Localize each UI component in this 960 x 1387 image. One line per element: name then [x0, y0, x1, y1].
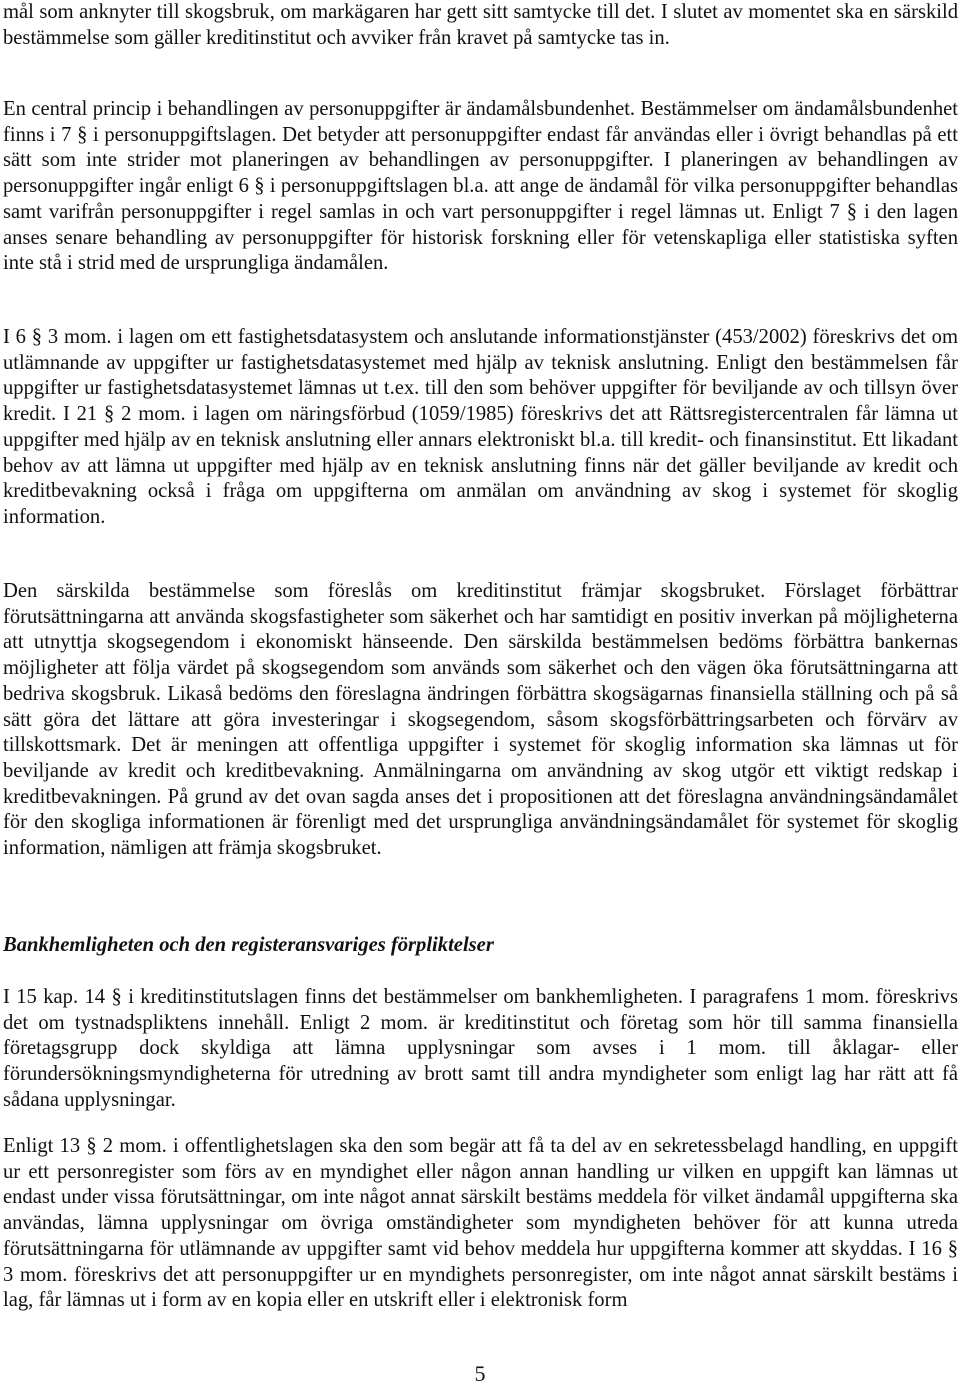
paragraph-publicity-act: Enligt 13 § 2 mom. i offentlighetslagen ska den som begär att få ta del av en sekretessbelagd handling, en uppgift ur ett personregister som förs av en myndighet eller någon annan handling ur vilken en uppgift kan lämnas ut endast under vissa förutsättningar, om inte något annat särskilt bestäms meddela för vilket ändamål uppgifterna ska användas, lämna upplysningar om övriga omständigheter som myndigheten behöver för att kunna utreda förutsättningarna för utlämnande av uppgifter samt vid behov meddela hur uppgifterna kommer att skyddas. I 16 § 3 mom. föreskrivs det att personuppgifter ur en myndighets personregister, om inte något annat särskilt bestäms i lag, får lämnas ut i form av en kopia eller en utskrift eller i elektronisk form	[3, 1135, 958, 1312]
paragraph-credit-institution-provision: Den särskilda bestämmelse som föreslås om kreditinstitut främjar skogsbruket. Förslaget förbättrar förutsättningarna att använda skogsfastigheter som säkerhet och har samtidigt en positiv inverkan på möjligheterna att utnyttja skogsegendom i ekonomiskt hänseende. Den särskilda bestämmelsen bedöms förbättra bankernas möjligheter att följa värdet på skogsegendom som används som säkerhet och den vägen öka förutsättningarna att bedriva skogsbruk. Likaså bedöms den föreslagna ändringen förbättra skogsägarnas finansiella ställning och på så sätt göra det lättare att göra investeringar i skogsegendom, såsom skogsförbättringsarbeten och förvärv av tillskottsmark. Det är meningen att offentliga uppgifter i systemet för skoglig information ska lämnas ut för beviljande av kredit och kreditbevakning. Anmälningarna om användning av skog utgör ett viktigt redskap i kreditbevakningen. På grund av det ovan sagda anses det i propositionen att det föreslagna användningsändamålet för den skogliga informationen är förenligt med det ursprungliga användningsändamålet för systemet för skoglig information, nämligen att främja skogsbruket.	[3, 580, 958, 860]
paragraph-property-data-system: I 6 § 3 mom. i lagen om ett fastighetsdatasystem och anslutande informationstjänster (453/2002) föreskrivs det om utlämnande av uppgifter ur fastighetsdatasystemet med hjälp av teknisk anslutning. Enligt den bestämmelsen får uppgifter ur fastighetsdatasystemet lämnas ut t.ex. till den som behöver uppgifter för beviljande av och tillsyn över kredit. I 21 § 2 mom. i lagen om näringsförbud (1059/1985) föreskrivs det att Rättsregistercentralen får lämna ut uppgifter med hjälp av en teknisk anslutning eller annars elektroniskt bl.a. till kredit- och finansinstitut. Ett likadant behov av att lämna ut uppgifter med hjälp av en teknisk anslutning finns när det gäller beviljande av kredit och kreditbevakning också i fråga om uppgifterna om anmälan om användning av skog i systemet för skoglig information.	[3, 326, 958, 528]
page-number: 5	[474, 1361, 486, 1386]
section-heading: Bankhemligheten och den registeransvariges förpliktelser	[3, 934, 494, 956]
paragraph-bank-secrecy: I 15 kap. 14 § i kreditinstitutslagen finns det bestämmelser om bankhemligheten. I paragrafens 1 mom. föreskrivs det om tystnadspliktens innehåll. Enligt 2 mom. är kreditinstitut och företag som hör till samma finansiella företagsgrupp dock skyldiga att lämna upplysningar som avses i 1 mom. till åklagar- eller förundersökningsmyndigheterna för utredning av brott samt till andra myndigheter som enligt lag har rätt att få sådana upplysningar.	[3, 986, 958, 1111]
paragraph-continuation: mål som anknyter till skogsbruk, om markägaren har gett sitt samtycke till det. I slutet av momentet ska en särskild bestämmelse som gäller kreditinstitut och avviker från kravet på samtycke tas in.	[3, 1, 958, 49]
paragraph-purpose-principle: En central princip i behandlingen av personuppgifter är ändamålsbundenhet. Bestämmelser om ändamålsbundenhet finns i 7 § i personuppgiftslagen. Det betyder att personuppgifter endast får användas eller i övrigt behandlas på ett sätt som inte strider mot planeringen av behandlingen av personuppgifter. I planeringen av behandlingen av personuppgifter ingår enligt 6 § i personuppgiftslagen bl.a. att ange de ändamål för vilka personuppgifter behandlas samt varifrån personuppgifter i regel samlas in och vart personuppgifter i regel lämnas ut. Enligt 7 § i den lagen anses senare behandling av personuppgifter för historisk forskning eller för vetenskapliga eller statistiska syften inte stå i strid med de ursprungliga ändamålen.	[3, 98, 958, 275]
